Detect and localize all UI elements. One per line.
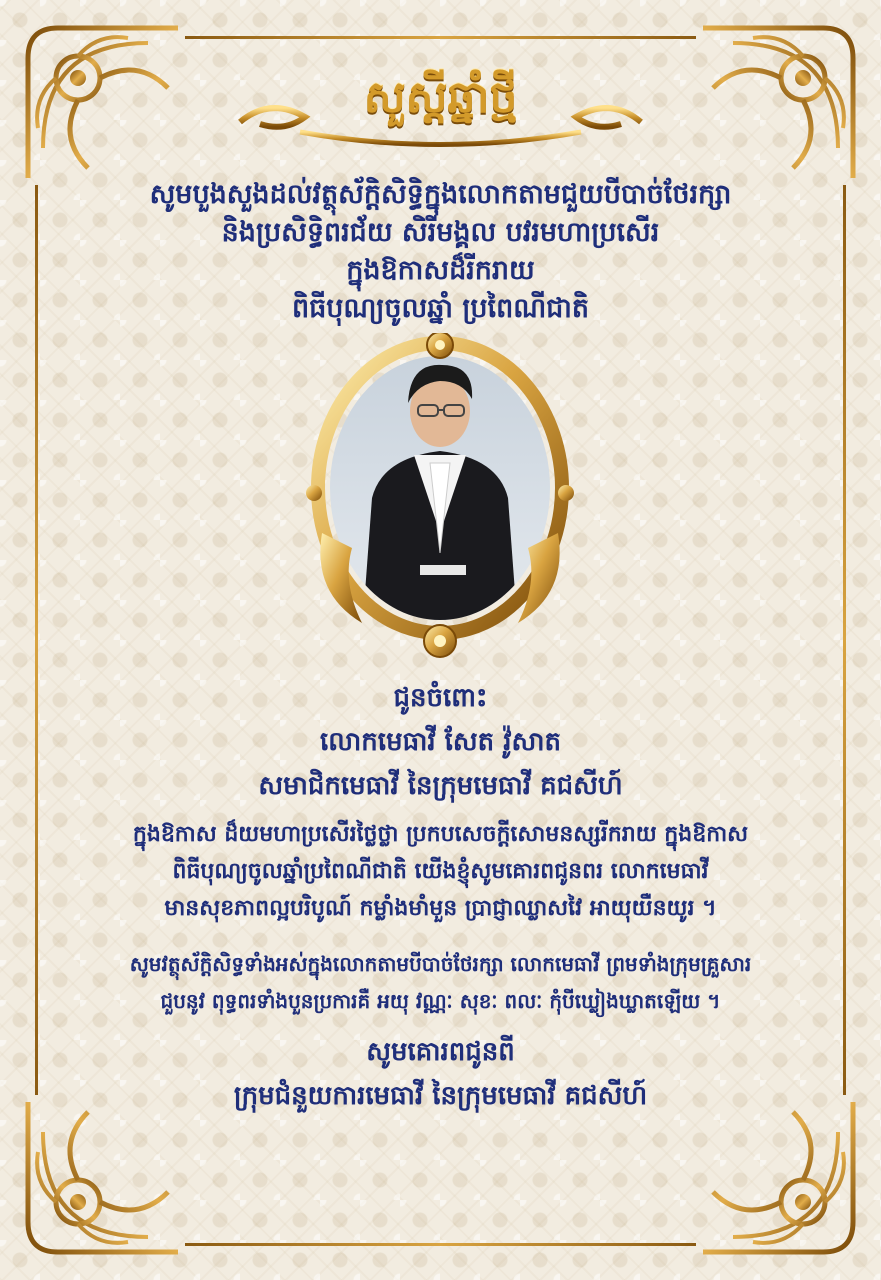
recipient-name: លោកមេធាវី សែត វ៉ូសាត: [320, 727, 561, 757]
header-line-2: និងប្រសិទ្ធិពរជ័យ សិរីមង្គល បវរមហាប្រសើរ: [221, 217, 660, 248]
header-line-4: ពិធីបុណ្យចូលឆ្នាំ ប្រពៃណីជាតិ: [291, 293, 590, 324]
corner-ornament-top-left: [18, 18, 188, 188]
message-line: ក្នុងឱកាស ដ៏យមហាប្រសើរថ្លៃថ្លា ប្រកបសេចក្តីសោមនស្សរីករាយ ក្នុងឱកាស: [132, 822, 749, 847]
sender-name: ក្រុមជំនួយការមេធាវី នៃក្រុមមេធាវី គជសីហ៍: [233, 1081, 648, 1111]
logo-text: សួស្តីឆ្នាំថ្មី: [363, 72, 518, 123]
recipient-title: សមាជិកមេធាវី នៃក្រុមមេធាវី គជសីហ៍: [258, 771, 623, 801]
corner-ornament-top-right: [693, 18, 863, 188]
sender-block: [0, 1030, 881, 1118]
header-text: [0, 176, 881, 328]
frame-bottom-line: [185, 1243, 696, 1246]
header-line-1: សូមបួងសួងដល់វត្ថុស័ក្តិសិទ្ធិក្នុងលោកតាមជួយបីបាច់ថែរក្សា: [149, 179, 732, 210]
message-line: ជួបនូវ ពុទ្ធពរទាំងបួនប្រការគឺ អយុ វណ្ណៈ សុខៈ ពលៈ កុំបីឃ្លៀងឃ្លាតឡើយ ។: [160, 989, 721, 1013]
message-paragraph-1: [0, 816, 881, 927]
message-line: សូមវត្ថុស័ក្តិសិទ្ធទាំងអស់ក្នុងលោកតាមបីបាច់ថែរក្សា លោកមេធាវី ព្រមទាំងក្រុមគ្រួសារ: [129, 952, 752, 976]
sender-label: សូមគោរពជូនពី: [366, 1037, 515, 1067]
frame-top-line: [185, 36, 696, 39]
portrait-frame: [302, 333, 578, 668]
recipient-block: [0, 676, 881, 808]
message-line: មានសុខភាពល្អបរិបូណ៍ កម្លាំងមាំមួន ប្រាជ្ញាឈ្លាសវៃ អាយុយឺនយូរ ។: [164, 896, 717, 921]
message-line: ពិធីបុណ្យចូលឆ្នាំប្រពៃណីជាតិ យើងខ្ញុំសូមគោរពជូនពរ លោកមេធាវី: [172, 859, 709, 884]
new-year-logo: [230, 62, 651, 172]
message-paragraph-2: [0, 946, 881, 1020]
header-line-3: ក្នុងឱកាសដ៏រីករាយ: [346, 255, 535, 286]
to-label: ជូនចំពោះ: [393, 683, 488, 713]
